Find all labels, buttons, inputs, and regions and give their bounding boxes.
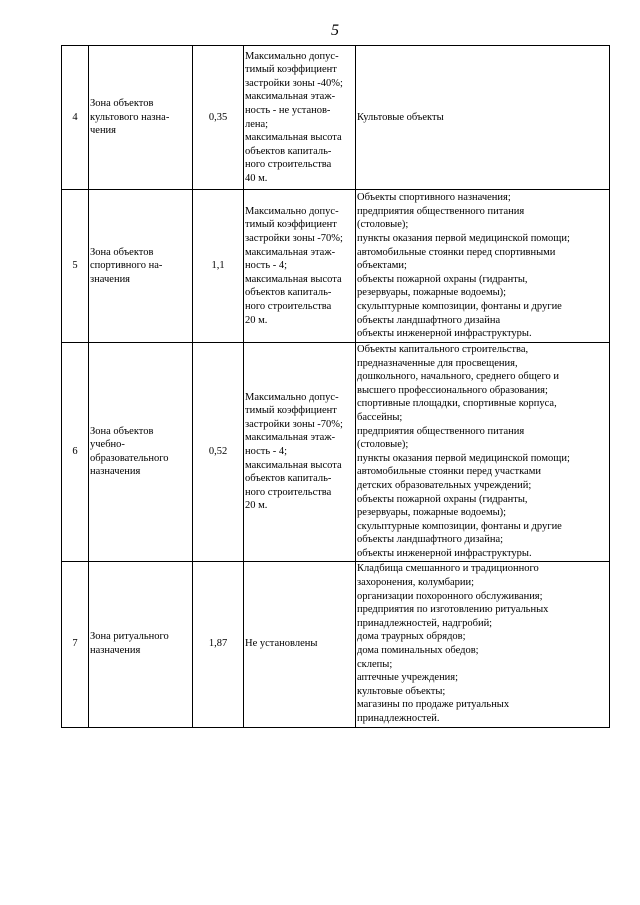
zone-name xyxy=(89,190,193,343)
params-line: объектов капиталь- xyxy=(245,145,332,157)
zone-name xyxy=(89,561,193,727)
objects-line: пункты оказания первой медицинской помощи; xyxy=(357,452,570,464)
zone-name xyxy=(89,343,193,562)
objects-line: скульптурные композиции, фонтаны и другие xyxy=(357,300,562,312)
objects-line: предприятия по изготовлению ритуальных xyxy=(357,604,549,616)
objects-line: дома траурных обрядов; xyxy=(357,631,466,643)
name-line: чения xyxy=(90,125,117,137)
params-line: ного строительства xyxy=(245,486,332,498)
zone-ratio: 0,52 xyxy=(193,343,244,562)
objects-line: принадлежностей. xyxy=(357,712,440,724)
objects-line: объекты инженерной инфраструктуры. xyxy=(357,547,532,559)
objects-line: захоронения, колумбарии; xyxy=(357,577,475,589)
params-line: ность - не установ- xyxy=(245,104,331,116)
objects-line: магазины по продаже ритуальных xyxy=(357,699,510,711)
params-line: ного строительства xyxy=(245,159,332,171)
objects-line: (столовые); xyxy=(357,219,409,231)
objects-line: спортивные площадки, спортивные корпуса, xyxy=(357,398,557,410)
permitted-objects xyxy=(356,190,610,343)
row-number: 5 xyxy=(62,190,89,343)
params-line: Максимально допус- xyxy=(245,205,339,217)
permitted-objects xyxy=(356,46,610,190)
params-line: максимальная этаж- xyxy=(245,432,336,444)
objects-line: детских образовательных учреждений; xyxy=(357,479,532,491)
objects-line: высшего профессионального образования; xyxy=(357,384,548,396)
zone-ratio: 1,1 xyxy=(193,190,244,343)
row-number: 6 xyxy=(62,343,89,562)
objects-line: принадлежностей, надгробий; xyxy=(357,617,493,629)
params-line: максимальная высота xyxy=(245,132,342,144)
name-line: Зона объектов xyxy=(90,246,154,258)
objects-line: объекты ландшафтного дизайна xyxy=(357,314,501,326)
params-line: Не установлены xyxy=(245,638,318,650)
params-line: максимальная этаж- xyxy=(245,91,336,103)
name-line: образовательного xyxy=(90,452,169,464)
params-line: тимый коэффициент xyxy=(245,219,337,231)
objects-line: склепы; xyxy=(357,658,393,670)
objects-line: аптечные учреждения; xyxy=(357,672,459,684)
objects-line: резервуары, пожарные водоемы); xyxy=(357,287,507,299)
name-line: назначения xyxy=(90,645,141,656)
params-line: максимальная высота xyxy=(245,273,342,285)
objects-line: автомобильные стоянки перед спортивными xyxy=(357,246,556,258)
objects-line: (столовые); xyxy=(357,439,409,451)
name-line: культового назна- xyxy=(90,111,170,123)
permitted-objects xyxy=(356,343,610,562)
objects-line: предприятия общественного питания xyxy=(357,425,525,437)
params-line: 20 м. xyxy=(245,500,268,512)
params-line: Максимально допус- xyxy=(245,391,339,403)
name-line: значения xyxy=(90,273,131,285)
params-line: ного строительства xyxy=(245,300,332,312)
params-line: застройки зоны -40%; xyxy=(245,77,343,89)
objects-line: скульптурные композиции, фонтаны и другие xyxy=(357,520,562,532)
permitted-objects xyxy=(356,561,610,727)
zone-ratio: 0,35 xyxy=(193,46,244,190)
zone-ratio: 1,87 xyxy=(193,561,244,727)
objects-line: объекты ландшафтного дизайна; xyxy=(357,534,504,546)
objects-line: объектами; xyxy=(357,260,407,272)
zone-name xyxy=(89,46,193,190)
objects-line: пункты оказания первой медицинской помощи; xyxy=(357,233,570,245)
objects-line: организации похоронного обслуживания; xyxy=(357,590,543,602)
zone-parameters xyxy=(244,343,356,562)
zoning-table xyxy=(61,45,610,728)
name-line: Зона ритуального xyxy=(90,631,169,643)
params-line: 40 м. xyxy=(245,172,268,184)
objects-line: Кладбища смешанного и традиционного xyxy=(357,563,539,575)
table-row xyxy=(62,46,610,190)
objects-line: Культовые объекты xyxy=(357,111,444,123)
params-line: объектов капиталь- xyxy=(245,287,332,299)
params-line: застройки зоны -70%; xyxy=(245,418,343,430)
objects-line: объекты пожарной охраны (гидранты, xyxy=(357,493,528,505)
params-line: объектов капиталь- xyxy=(245,473,332,485)
objects-line: объекты пожарной охраны (гидранты, xyxy=(357,273,528,285)
params-line: тимый коэффициент xyxy=(245,64,337,76)
objects-line: Объекты спортивного назначения; xyxy=(357,192,511,204)
objects-line: культовые объекты; xyxy=(357,685,446,697)
row-number: 7 xyxy=(62,561,89,727)
params-line: ность - 4; xyxy=(245,445,288,457)
params-line: ность - 4; xyxy=(245,260,288,272)
row-number: 4 xyxy=(62,46,89,190)
params-line: застройки зоны -70%; xyxy=(245,233,343,245)
zone-parameters xyxy=(244,561,356,727)
table-row xyxy=(62,190,610,343)
objects-line: предприятия общественного питания xyxy=(357,205,525,217)
objects-line: Объекты капитального строительства, xyxy=(357,344,529,355)
zone-parameters xyxy=(244,190,356,343)
page-number: 5 xyxy=(331,22,339,39)
objects-line: дошкольного, начального, среднего общего и xyxy=(357,371,559,383)
objects-line: предназначенные для просвещения, xyxy=(357,357,518,369)
params-line: лена; xyxy=(245,118,269,130)
params-line: 20 м. xyxy=(245,314,268,326)
name-line: спортивного на- xyxy=(90,260,163,272)
objects-line: бассейны; xyxy=(357,411,403,423)
objects-line: резервуары, пожарные водоемы); xyxy=(357,507,507,519)
name-line: учебно- xyxy=(90,439,125,451)
objects-line: дома поминальных обедов; xyxy=(357,645,479,656)
zone-parameters xyxy=(244,46,356,190)
params-line: максимальная этаж- xyxy=(245,246,336,258)
table-row xyxy=(62,343,610,562)
table-row xyxy=(62,561,610,727)
name-line: Зона объектов xyxy=(90,98,154,110)
params-line: максимальная высота xyxy=(245,459,342,471)
params-line: Максимально допус- xyxy=(245,50,339,62)
objects-line: объекты инженерной инфраструктуры. xyxy=(357,328,532,340)
name-line: назначения xyxy=(90,466,141,478)
objects-line: автомобильные стоянки перед участками xyxy=(357,466,541,478)
name-line: Зона объектов xyxy=(90,425,154,437)
params-line: тимый коэффициент xyxy=(245,405,337,417)
